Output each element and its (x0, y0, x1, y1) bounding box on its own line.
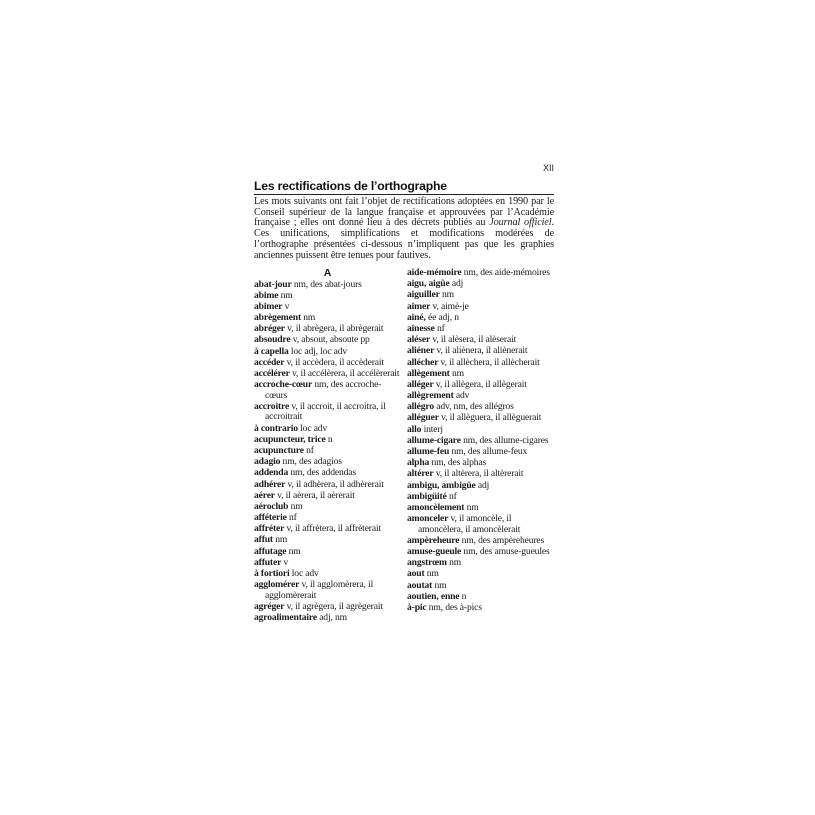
entry-word: aout (407, 568, 425, 580)
dictionary-entry (254, 313, 401, 324)
entry-definition: v, il alèsera, il alèserait (432, 334, 517, 346)
entry-definition: nm (290, 500, 303, 512)
entry-word: à capella (254, 345, 289, 357)
entry-definition: nm, des allume-feux (451, 446, 528, 457)
dictionary-entry (254, 513, 401, 524)
entry-definition: loc adv (300, 422, 328, 434)
entry-word: affutage (254, 545, 287, 557)
entry-word: ampèreheure (407, 534, 460, 546)
dictionary-entry (254, 335, 401, 346)
dictionary-entry (407, 413, 554, 424)
entry-definition: nm (442, 289, 454, 301)
entry-word: abrègement (254, 312, 301, 324)
entry-definition: nf (288, 512, 297, 524)
dictionary-entry (407, 592, 554, 603)
section-letter: A (323, 267, 332, 279)
dictionary-entry (254, 358, 401, 369)
entry-word: adhérer (254, 478, 286, 490)
entry-word: alléguer (407, 412, 439, 424)
dictionary-entry (407, 279, 554, 290)
entry-word: aérer (254, 489, 275, 501)
dictionary-entry (407, 380, 554, 391)
entry-word: allume-cigare (407, 434, 461, 446)
dictionary-entry (407, 547, 554, 558)
entry-definition: adv (455, 390, 470, 402)
entry-definition: nf (306, 444, 314, 456)
entry-definition: nm, des abat-jours (293, 278, 362, 290)
dictionary-entry (254, 347, 401, 358)
entry-word: à-pic (407, 601, 427, 613)
dictionary-entry (254, 602, 401, 613)
dictionary-entry (254, 580, 401, 601)
entry-word: allécher (407, 356, 439, 368)
dictionary-entry (254, 402, 401, 423)
entry-word: alléger (407, 378, 434, 390)
entry-word: accroche-cœur (254, 379, 313, 391)
dictionary-entry (407, 569, 554, 580)
entry-word: accéder (254, 356, 285, 368)
dictionary-entry (407, 436, 554, 447)
entry-definition: v, il amoncèle, il amoncèlera, il amoncèlerait (418, 513, 521, 535)
entry-definition: nf (436, 322, 445, 334)
entry-definition: n (461, 590, 467, 602)
entry-word: adagio (254, 456, 281, 468)
entry-definition: adj, nm (319, 612, 347, 624)
dictionary-entry (407, 358, 554, 369)
entry-definition: v (283, 556, 289, 568)
dictionary-entry (407, 290, 554, 301)
dictionary-entry (407, 268, 554, 279)
dictionary-entry (407, 335, 554, 346)
entry-word: acupuncteur, trice (254, 433, 326, 445)
entry-list-left (254, 280, 401, 624)
entry-word: allègement (407, 367, 450, 379)
entry-definition: v, il agglomèrera, il agglomèrerait (265, 579, 374, 601)
dictionary-entry (254, 524, 401, 535)
entry-definition: interj (423, 423, 443, 435)
intro-paragraph (254, 197, 554, 261)
entry-word: ambigu, ambigüe (407, 479, 476, 491)
entry-definition: nm, des à-pics (428, 601, 482, 613)
entry-word: alpha (407, 457, 430, 469)
entry-word: abréger (254, 323, 285, 335)
dictionary-entry (254, 613, 401, 624)
entry-word: agréger (254, 600, 285, 612)
dictionary-entry (254, 380, 401, 401)
entry-word: amonceler (407, 513, 449, 525)
entry-definition: v, il agrègera, il agrègerait (286, 600, 383, 612)
entry-word: aimer (407, 300, 431, 312)
entry-word: allégro (407, 401, 435, 413)
entry-word: ambigüité (407, 490, 447, 502)
dictionary-entry (254, 369, 401, 380)
dictionary-entry (407, 346, 554, 357)
dictionary-entry (407, 313, 554, 324)
entry-word: absoudre (254, 334, 291, 346)
entry-word: allègrement (407, 390, 454, 402)
entry-word: ainé, (407, 311, 426, 323)
entry-word: agglomérer (254, 579, 300, 591)
entry-definition: nm (466, 501, 479, 513)
entry-word: allume-feu (407, 446, 450, 457)
dictionary-entry (254, 535, 401, 546)
dictionary-entry (407, 536, 554, 547)
dictionary-entry (254, 302, 401, 313)
entry-definition: v, absout, absoute pp (292, 334, 370, 346)
entry-word: amoncèlement (407, 501, 465, 513)
entry-definition: v, il allèchera, il allècherait (440, 356, 540, 368)
dictionary-entry (407, 369, 554, 380)
dictionary-entry (254, 569, 401, 580)
dictionary-entry (254, 446, 401, 457)
dictionary-entry (407, 391, 554, 402)
title-rule (254, 194, 554, 195)
entry-word: amuse-gueule (407, 546, 462, 557)
dictionary-entry (407, 458, 554, 469)
dictionary-entry (254, 424, 401, 435)
dictionary-entry (254, 558, 401, 569)
entry-word: aléser (407, 334, 431, 346)
intro-text-before: Les mots suivants ont fait l’objet de rectifications adoptées en 1990 par le Conseil supérieur de la langue française et approuvées par l’Académie française ; elles ont donné lieu à des décrets publiés au (254, 196, 554, 229)
entry-definition: nm, des alphas (431, 457, 487, 469)
dictionary-entry (407, 581, 554, 592)
entry-word: aoutien, enne (407, 590, 460, 602)
entry-definition: loc adj, loc adv (290, 345, 348, 357)
entry-word: aide-mémoire (407, 267, 462, 278)
dictionary-entry (254, 468, 401, 479)
entry-definition: v (284, 300, 290, 312)
entries-column-right (407, 268, 554, 614)
entry-definition: ée adj, n (427, 311, 459, 323)
entry-definition: adv, nm, des allégros (436, 401, 514, 413)
entry-definition: v, il aliènera, il aliènerait (436, 345, 528, 357)
entry-word: abimer (254, 300, 283, 312)
entry-word: aéroclub (254, 500, 289, 512)
entry-definition: v, il aèrera, il aèrerait (277, 489, 355, 501)
dictionary-entry (254, 280, 401, 291)
entry-definition: nm (280, 289, 293, 301)
entry-definition: v, il abrègera, il abrègerait (287, 323, 384, 335)
entry-definition: v, il affrètera, il affrèterait (286, 523, 381, 535)
entry-word: affuter (254, 556, 282, 568)
dictionary-entry (407, 558, 554, 569)
entry-word: accroitre (254, 400, 290, 412)
entries-column-left (254, 268, 401, 624)
entry-definition: v, il accroit, il accroitra, il accroitrait (265, 400, 386, 423)
dictionary-entry (407, 503, 554, 514)
entry-definition: v, il altèrera, il altèrerait (435, 468, 524, 480)
entry-word: affréter (254, 523, 285, 535)
entry-definition: adj (451, 278, 464, 290)
dictionary-entry (407, 514, 554, 535)
entry-list-right (407, 268, 554, 613)
entry-definition: nm, des amuse-gueules (463, 546, 550, 557)
dictionary-entry (407, 324, 554, 335)
page-title: Les rectifications de l’orthographe (254, 179, 447, 193)
entry-definition: v, il allèguera, il allèguerait (441, 412, 542, 424)
dictionary-entry (407, 302, 554, 313)
entry-definition: nm (451, 367, 464, 379)
dictionary-entry (254, 491, 401, 502)
entry-definition: v, il adhèrera, il adhèrerait (287, 478, 384, 490)
entry-definition: nm, des aide-mémoires (463, 267, 550, 278)
entry-definition: v, il allègera, il allègerait (435, 378, 527, 390)
entry-word: aliéner (407, 345, 435, 357)
entry-word: altérer (407, 468, 434, 480)
dictionary-entry (254, 547, 401, 558)
entry-definition: nm (434, 579, 447, 591)
entry-word: aoutat (407, 579, 433, 591)
entry-word: abime (254, 289, 279, 301)
entry-definition: nm (449, 557, 462, 569)
dictionary-entry (407, 425, 554, 436)
entry-word: à fortiori (254, 568, 290, 579)
dictionary-entry (254, 291, 401, 302)
entry-definition: nm (426, 568, 439, 580)
entry-definition: nm, des ampèreheures (461, 534, 545, 546)
entry-word: aiguiller (407, 289, 440, 301)
dictionary-entry (407, 447, 554, 458)
entry-definition: nm (275, 534, 288, 546)
entry-definition: nm, des allume-cigares (463, 434, 549, 446)
entry-word: affut (254, 534, 273, 546)
entry-definition: loc adv (291, 568, 319, 579)
dictionary-entry (254, 502, 401, 513)
dictionary-entry (407, 402, 554, 413)
page-number: XII (542, 163, 554, 173)
entry-definition: v, il accélèrera, il accélèrerait (292, 368, 400, 379)
dictionary-entry (254, 324, 401, 335)
entry-word: accélérer (254, 368, 290, 379)
entry-definition: nm, des adagios (282, 456, 342, 468)
entry-definition: nm (288, 545, 301, 557)
entry-word: acupuncture (254, 444, 304, 456)
entry-definition: nm (303, 312, 316, 324)
entry-definition: adj (477, 479, 490, 491)
entry-word: allo (407, 423, 422, 435)
entry-word: ainesse (407, 322, 435, 334)
entry-definition: v, il accèdera, il accèderait (286, 356, 384, 368)
entry-word: angstrœm (407, 557, 447, 569)
entry-definition: nf (448, 490, 457, 502)
entry-word: à contrario (254, 422, 298, 434)
intro-text-after: . Ces unifications, simplifications et modifications modérées de l’orthographe présentées ci-dessous n’impliquent pas que les graphies anciennes puissent être tenues pour fautives. (254, 217, 554, 261)
entry-word: addenda (254, 467, 289, 479)
entry-definition: n (327, 433, 333, 445)
dictionary-entry (407, 481, 554, 492)
dictionary-entry (407, 469, 554, 480)
dictionary-entry (254, 480, 401, 491)
entry-definition: v, aimè-je (432, 300, 469, 312)
dictionary-entry (254, 457, 401, 468)
entry-word: agroalimentaire (254, 612, 317, 624)
intro-italic-journal: Journal officiel (489, 217, 552, 229)
entry-word: abat-jour (254, 278, 292, 290)
entry-word: afféterie (254, 512, 287, 524)
entry-word: aigu, aigüe (407, 278, 450, 290)
entry-definition: nm, des addendas (290, 467, 356, 479)
dictionary-entry (407, 492, 554, 503)
entry-definition: nm, des accroche-cœurs (265, 379, 382, 401)
dictionary-entry (254, 435, 401, 446)
dictionary-entry (407, 603, 554, 614)
